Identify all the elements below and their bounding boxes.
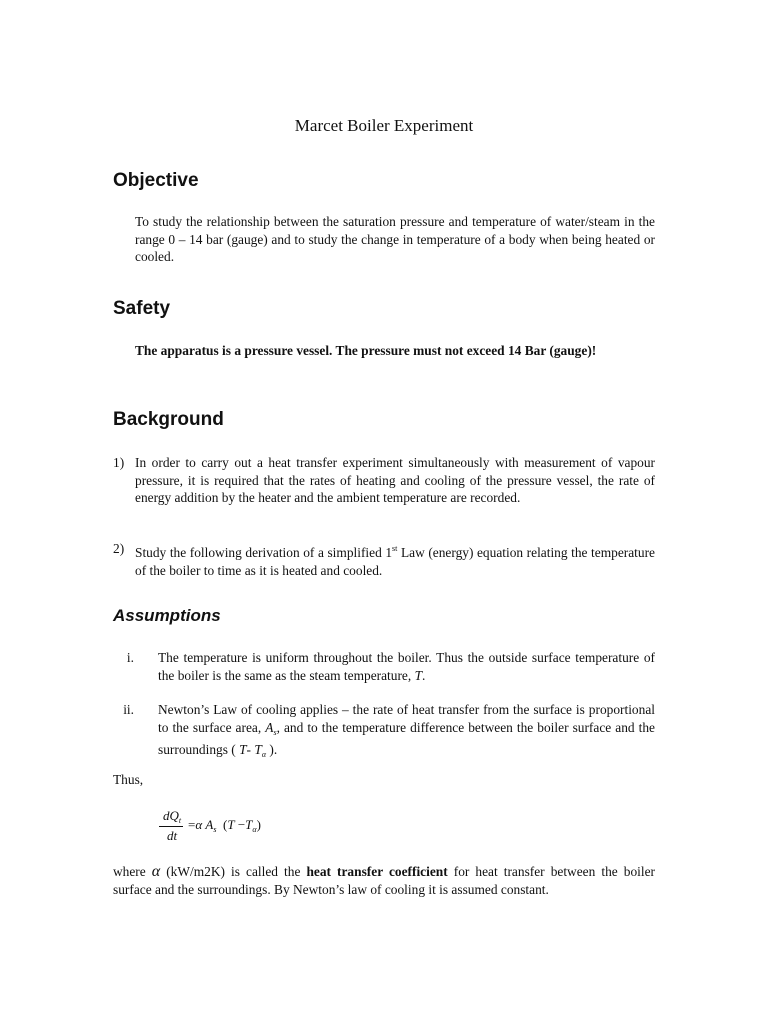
list-item-number: 2) bbox=[113, 541, 125, 556]
equation-numerator: $dQ_t$ bbox=[162, 808, 182, 825]
where-text: where α (kW/m2K) is called the heat transfer coefficient for heat transfer between the boiler surface and the surroundings. By Newton’s law of cooling it is assumed constant. bbox=[113, 863, 655, 897]
objective-text: To study the relationship between the saturation pressure and temperature of water/steam in the range 0 – 14 bar (gauge) and to study the change in temperature of a body when being heated or cooled. bbox=[135, 214, 655, 264]
assumption-text: Newton’s Law of cooling applies – the rate of heat transfer from the surface is proportional to the surface area, $A_s$, and to the temperature difference between the boiler surface and the surroundings ( T- $T_\alpha$ ). bbox=[158, 702, 655, 759]
thus-text: Thus, bbox=[113, 772, 144, 787]
list-item-number: i. bbox=[126, 650, 134, 665]
equation-rhs: =α $A_s$ $(T -T_\alpha)$ bbox=[188, 817, 261, 834]
list-item-number: 1) bbox=[113, 455, 125, 470]
objective-heading: Objective bbox=[113, 170, 199, 191]
safety-warning: The apparatus is a pressure vessel. The pressure must not exceed 14 Bar (gauge)! bbox=[135, 343, 597, 358]
background-item-text: Study the following derivation of a simplified 1st Law (energy) equation relating the temperature of the boiler to time as it is heated and cooled. bbox=[135, 544, 655, 578]
safety-heading: Safety bbox=[113, 298, 171, 319]
assumptions-heading: Assumptions bbox=[113, 606, 221, 625]
equation-denominator: dt bbox=[166, 828, 178, 843]
heat-transfer-equation bbox=[158, 808, 358, 848]
document-title: Marcet Boiler Experiment bbox=[294, 116, 474, 135]
fraction-bar bbox=[159, 826, 183, 827]
assumption-text: The temperature is uniform throughout the boiler. Thus the outside surface temperature of the boiler is the same as the steam temperature, T. bbox=[158, 650, 655, 683]
background-heading: Background bbox=[113, 409, 224, 430]
list-item-number: ii. bbox=[123, 702, 134, 717]
background-item-text: In order to carry out a heat transfer experiment simultaneously with measurement of vapour pressure, it is required that the rates of heating and cooling of the pressure vessel, the rate of energy addition by the heater and the ambient temperature are recorded. bbox=[135, 455, 655, 505]
